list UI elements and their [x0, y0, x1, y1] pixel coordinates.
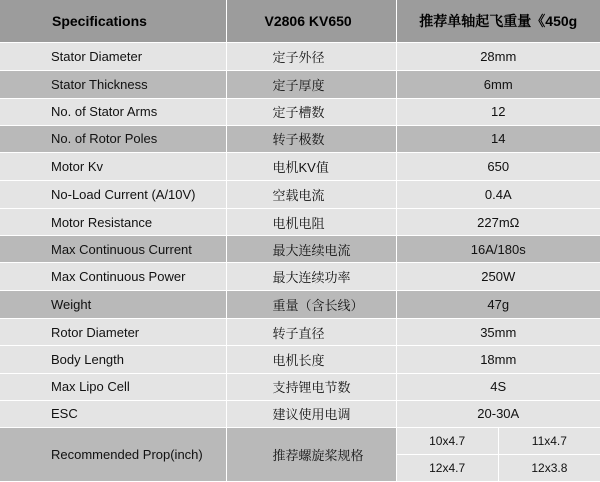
spec-row-body-length	[0, 346, 600, 373]
spec-row-motor-resistance	[0, 209, 600, 236]
spec-value: 16A/180s	[396, 236, 600, 263]
spec-value: 47g	[396, 291, 600, 319]
spec-label-cn: 最大连续功率	[226, 263, 396, 291]
spec-label-en: No. of Rotor Poles	[0, 125, 226, 152]
spec-label-cn: 最大连续电流	[226, 236, 396, 263]
spec-row-max-continuous-current	[0, 236, 600, 263]
prop-value: 12x3.8	[498, 454, 600, 481]
spec-label-cn: 电机电阻	[226, 209, 396, 236]
spec-row-max-continuous-power	[0, 263, 600, 291]
spec-label-cn: 建议使用电调	[226, 400, 396, 427]
spec-label-en: No-Load Current (A/10V)	[0, 181, 226, 209]
spec-row-stator-thickness	[0, 70, 600, 98]
spec-label-en: No. of Stator Arms	[0, 98, 226, 125]
spec-label-cn: 转子极数	[226, 125, 396, 152]
spec-label-en: ESC	[0, 400, 226, 427]
header-model: V2806 KV650	[226, 0, 396, 42]
prop-value: 11x4.7	[498, 428, 600, 455]
spec-row-weight	[0, 291, 600, 319]
spec-row-rotor-diameter	[0, 319, 600, 346]
header-specifications: Specifications	[0, 0, 226, 42]
spec-row-rotor-poles	[0, 125, 600, 152]
spec-value: 35mm	[396, 319, 600, 346]
spec-value: 14	[396, 125, 600, 152]
spec-value: 18mm	[396, 346, 600, 373]
spec-label-cn: 定子外径	[226, 42, 396, 70]
spec-row-no-load-current	[0, 181, 600, 209]
spec-value: 250W	[396, 263, 600, 291]
spec-label-en: Motor Resistance	[0, 209, 226, 236]
spec-label-en: Max Lipo Cell	[0, 373, 226, 400]
spec-label-cn: 定子槽数	[226, 98, 396, 125]
spec-label-en: Stator Thickness	[0, 70, 226, 98]
spec-row-max-lipo-cell	[0, 373, 600, 400]
spec-row-stator-diameter	[0, 42, 600, 70]
prop-values-grid	[397, 428, 600, 481]
spec-row-stator-arms	[0, 98, 600, 125]
spec-label-en: Body Length	[0, 346, 226, 373]
spec-label-cn: 定子厚度	[226, 70, 396, 98]
header-row	[0, 0, 600, 42]
spec-value: 28mm	[396, 42, 600, 70]
spec-row-recommended-prop	[0, 427, 600, 481]
spec-label-en: Max Continuous Current	[0, 236, 226, 263]
spec-label-en: Weight	[0, 291, 226, 319]
spec-label-cn: 支持锂电节数	[226, 373, 396, 400]
prop-value: 12x4.7	[397, 454, 499, 481]
spec-label-cn: 电机KV值	[226, 152, 396, 180]
spec-value: 12	[396, 98, 600, 125]
spec-row-esc	[0, 400, 600, 427]
spec-label-cn: 电机长度	[226, 346, 396, 373]
prop-value: 10x4.7	[397, 428, 499, 455]
spec-label-cn: 推荐螺旋桨规格	[226, 427, 396, 481]
spec-label-cn: 重量（含长线）	[226, 291, 396, 319]
spec-value: 0.4A	[396, 181, 600, 209]
spec-value: 650	[396, 152, 600, 180]
spec-row-motor-kv	[0, 152, 600, 180]
spec-value: 20-30A	[396, 400, 600, 427]
spec-label-en: Max Continuous Power	[0, 263, 226, 291]
prop-values-cell	[396, 427, 600, 481]
spec-label-en: Recommended Prop(inch)	[0, 427, 226, 481]
spec-value: 227mΩ	[396, 209, 600, 236]
spec-label-en: Rotor Diameter	[0, 319, 226, 346]
header-takeoff-weight: 推荐单轴起飞重量《450g	[396, 0, 600, 42]
spec-label-cn: 转子直径	[226, 319, 396, 346]
spec-value: 6mm	[396, 70, 600, 98]
spec-label-en: Motor Kv	[0, 152, 226, 180]
spec-label-cn: 空载电流	[226, 181, 396, 209]
spec-label-en: Stator Diameter	[0, 42, 226, 70]
spec-value: 4S	[396, 373, 600, 400]
